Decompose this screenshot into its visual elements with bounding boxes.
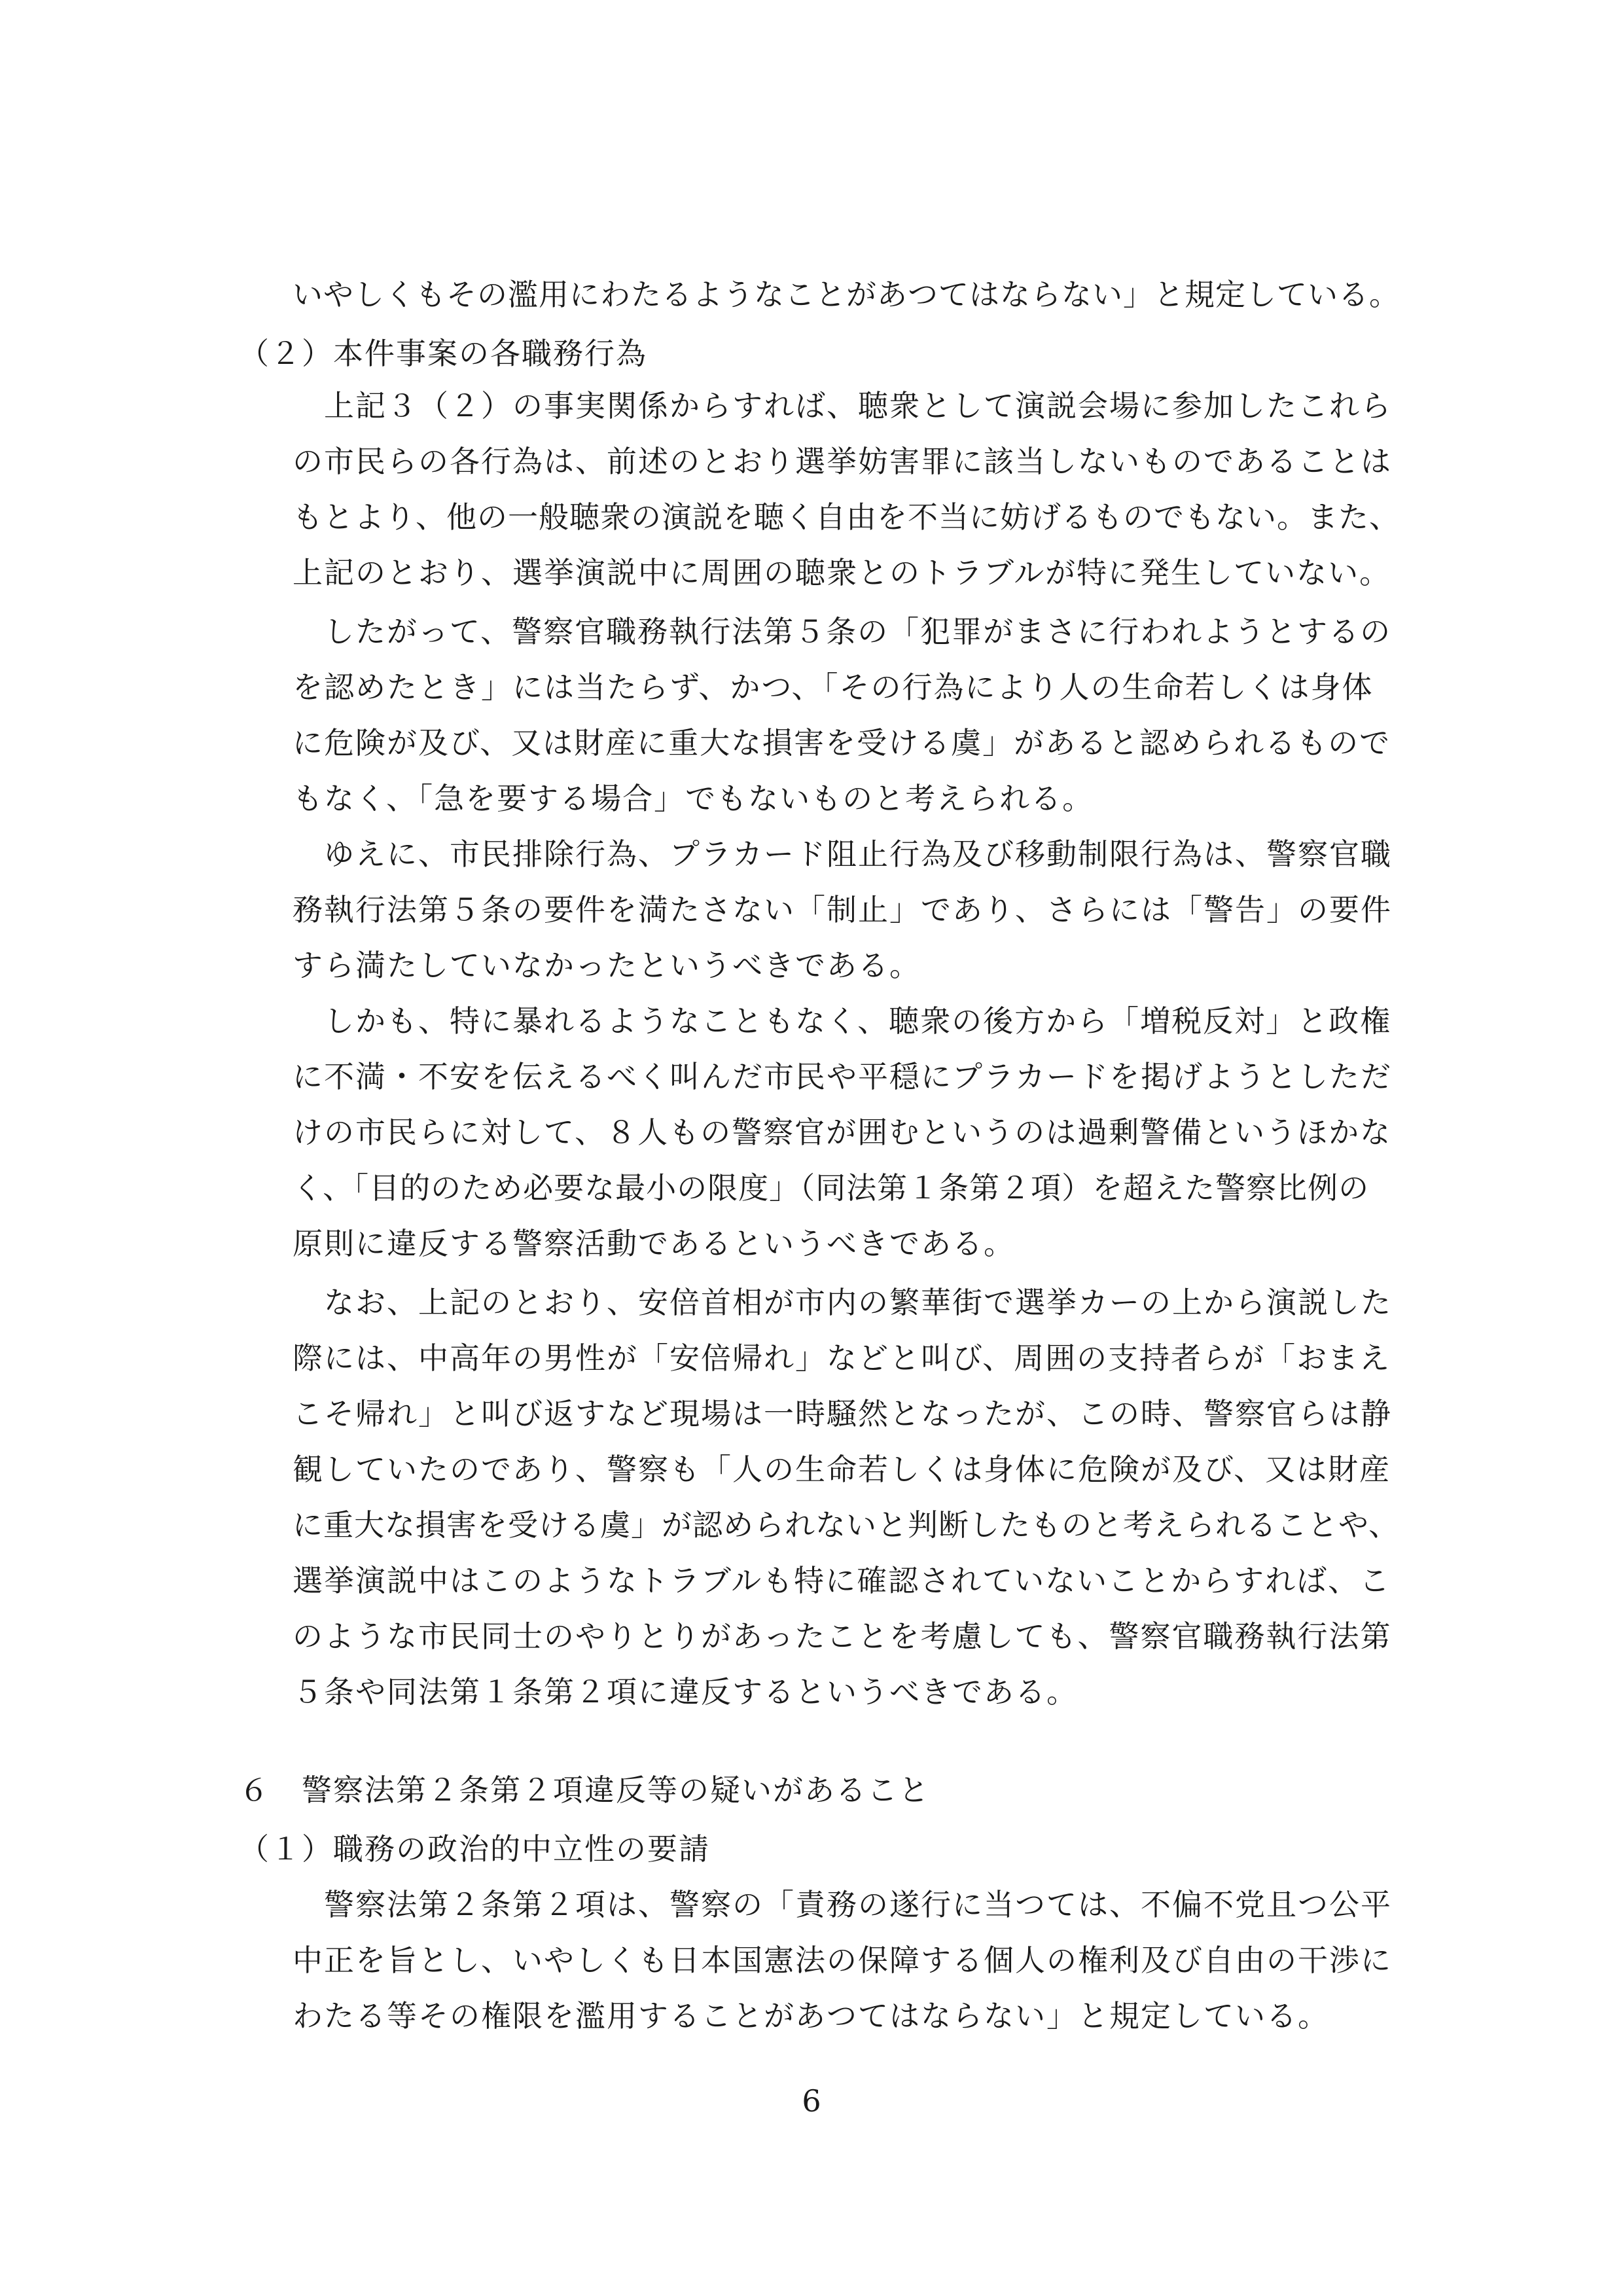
body-text-line: に不満・不安を伝えるべく叫んだ市民や平穏にプラカードを掲げようとしただ bbox=[293, 1059, 1392, 1094]
body-text-line: こそ帰れ」と叫び返すなど現場は一時騒然となったが、この時、警察官らは静 bbox=[293, 1396, 1392, 1431]
body-text-line: もとより、他の一般聴衆の演説を聴く自由を不当に妨げるものでもない。また、 bbox=[293, 499, 1400, 535]
body-text-line: わたる等その権限を濫用することがあつてはならない」と規定している。 bbox=[293, 1998, 1329, 2034]
body-text-line: 警察法第２条第２項は、警察の「責務の遂行に当つては、不偏不党且つ公平 bbox=[324, 1887, 1392, 1922]
body-text-line: の市民らの各行為は、前述のとおり選挙妨害罪に該当しないものであることは bbox=[293, 444, 1392, 479]
body-text-line: ５条や同法第１条第２項に違反するというべきである。 bbox=[293, 1674, 1078, 1710]
body-text-line: 際には、中高年の男性が「安倍帰れ」などと叫び、周囲の支持者らが「おまえ bbox=[293, 1340, 1391, 1376]
body-text-line: しかも、特に暴れるようなこともなく、聴衆の後方から「増税反対」と政権 bbox=[324, 1003, 1392, 1039]
body-text-line: に重大な損害を受ける虞」が認められないと判断したものと考えられることや、 bbox=[293, 1507, 1400, 1543]
page-number: 6 bbox=[802, 2083, 821, 2119]
section-heading: （２）本件事案の各職務行為 bbox=[239, 336, 647, 371]
body-text-line: けの市民らに対して、８人もの警察官が囲むというのは過剰警備というほかな bbox=[293, 1115, 1392, 1150]
body-text-line: 務執行法第５条の要件を満たさない「制止」であり、さらには「警告」の要件 bbox=[293, 892, 1392, 927]
body-text-line: もなく、「急を要する場合」でもないものと考えられる。 bbox=[293, 781, 1094, 816]
body-text-line: 観していたのであり、警察も「人の生命若しくは身体に危険が及び、又は財産 bbox=[293, 1452, 1391, 1487]
body-text-line: したがって、警察官職務執行法第５条の「犯罪がまさに行われようとするの bbox=[324, 614, 1392, 649]
body-text-line: すら満たしていなかったというべきである。 bbox=[293, 948, 921, 983]
body-text-line: のような市民同士のやりとりがあったことを考慮しても、警察官職務執行法第 bbox=[293, 1619, 1392, 1654]
section-heading: ６ 警察法第２条第２項違反等の疑いがあること bbox=[239, 1772, 930, 1808]
subsection-heading: （１）職務の政治的中立性の要請 bbox=[239, 1831, 710, 1867]
body-text-line: に危険が及び、又は財産に重大な損害を受ける虞」があると認められるもので bbox=[293, 725, 1391, 761]
body-text-line: いやしくもその濫用にわたるようなことがあつてはならない」と規定している。 bbox=[293, 277, 1400, 312]
body-text-line: く、「目的のため必要な最小の限度」（同法第１条第２項）を超えた警察比例の bbox=[293, 1170, 1370, 1206]
body-text-line: 原則に違反する警察活動であるというべきである。 bbox=[293, 1226, 1015, 1261]
body-text-line: 上記３（２）の事実関係からすれば、聴衆として演説会場に参加したこれら bbox=[324, 388, 1392, 423]
body-text-line: を認めたとき」には当たらず、かつ、「その行為により人の生命若しくは身体 bbox=[293, 670, 1374, 705]
body-text-line: なお、上記のとおり、安倍首相が市内の繁華街で選挙カーの上から演説した bbox=[324, 1285, 1392, 1320]
body-text-line: ゆえに、市民排除行為、プラカード阻止行為及び移動制限行為は、警察官職 bbox=[324, 836, 1392, 872]
body-text-line: 上記のとおり、選挙演説中に周囲の聴衆とのトラブルが特に発生していない。 bbox=[293, 555, 1391, 590]
body-text-line: 中正を旨とし、いやしくも日本国憲法の保障する個人の権利及び自由の干渉に bbox=[293, 1943, 1392, 1978]
body-text-line: 選挙演説中はこのようなトラブルも特に確認されていないことからすれば、こ bbox=[293, 1563, 1391, 1598]
